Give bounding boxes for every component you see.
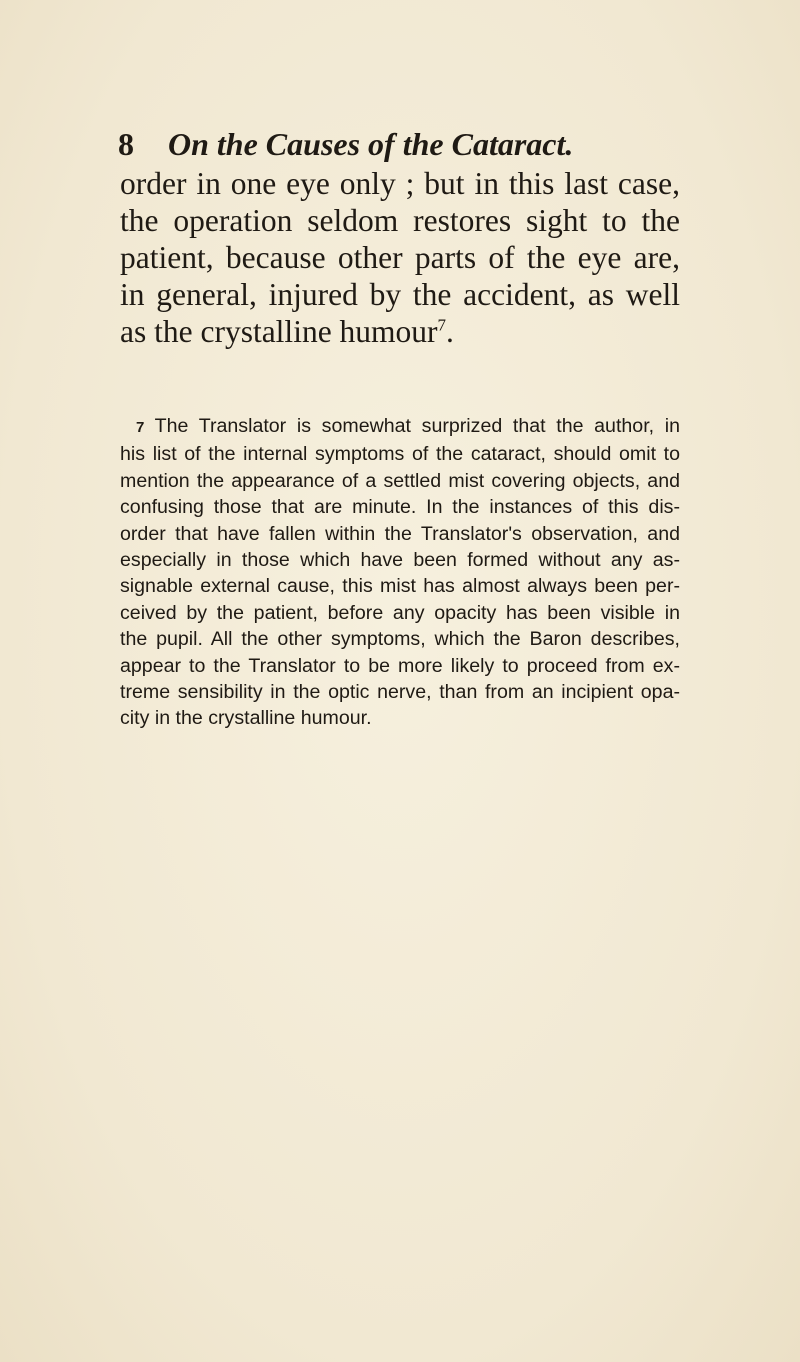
footnote-line-text: The Translator is somewhat surprized that the author, in	[154, 415, 680, 437]
footnote-line: mention the appearance of a settled mist covering objects, and	[120, 469, 680, 492]
footnote-line: treme sensibility in the optic nerve, than from an incipient opa-	[120, 681, 680, 704]
running-head: On the Causes of the Cataract.	[168, 126, 574, 162]
footnote-line: the pupil. All the other symptoms, which the Baron describes,	[120, 628, 680, 651]
footnote-reference: 7	[437, 315, 447, 335]
footnote-line	[120, 413, 680, 441]
page-header	[118, 122, 718, 166]
footnote-line: confusing those that are minute. In the instances of this dis-	[120, 496, 680, 519]
footnote-line: especially in those which have been formed without any as-	[120, 549, 680, 572]
footnote-line: his list of the internal symptoms of the cataract, should omit to	[120, 443, 680, 466]
footnote-marker: 7	[136, 419, 145, 436]
body-final-punctuation: .	[446, 314, 454, 349]
footnote-line: appear to the Translator to be more likely to proceed from ex-	[120, 654, 680, 677]
body-paragraph	[120, 165, 680, 350]
footnote-line-last: city in the crystalline humour.	[120, 707, 372, 730]
body-line-text: as the crystalline humour	[120, 314, 438, 349]
body-line: order in one eye only ; but in this last case,	[120, 166, 680, 201]
footnote-line: ceived by the patient, before any opacity has been visible in	[120, 601, 680, 624]
body-line: in general, injured by the accident, as well	[120, 277, 680, 312]
body-line: patient, because other parts of the eye are,	[120, 240, 680, 275]
page-number: 8	[118, 126, 134, 162]
body-line: the operation seldom restores sight to the	[120, 203, 680, 238]
footnote-line: order that have fallen within the Translator's observation, and	[120, 522, 680, 545]
footnote	[120, 413, 680, 732]
body-line-last	[120, 313, 680, 350]
footnote-line: signable external cause, this mist has almost always been per-	[120, 575, 680, 598]
